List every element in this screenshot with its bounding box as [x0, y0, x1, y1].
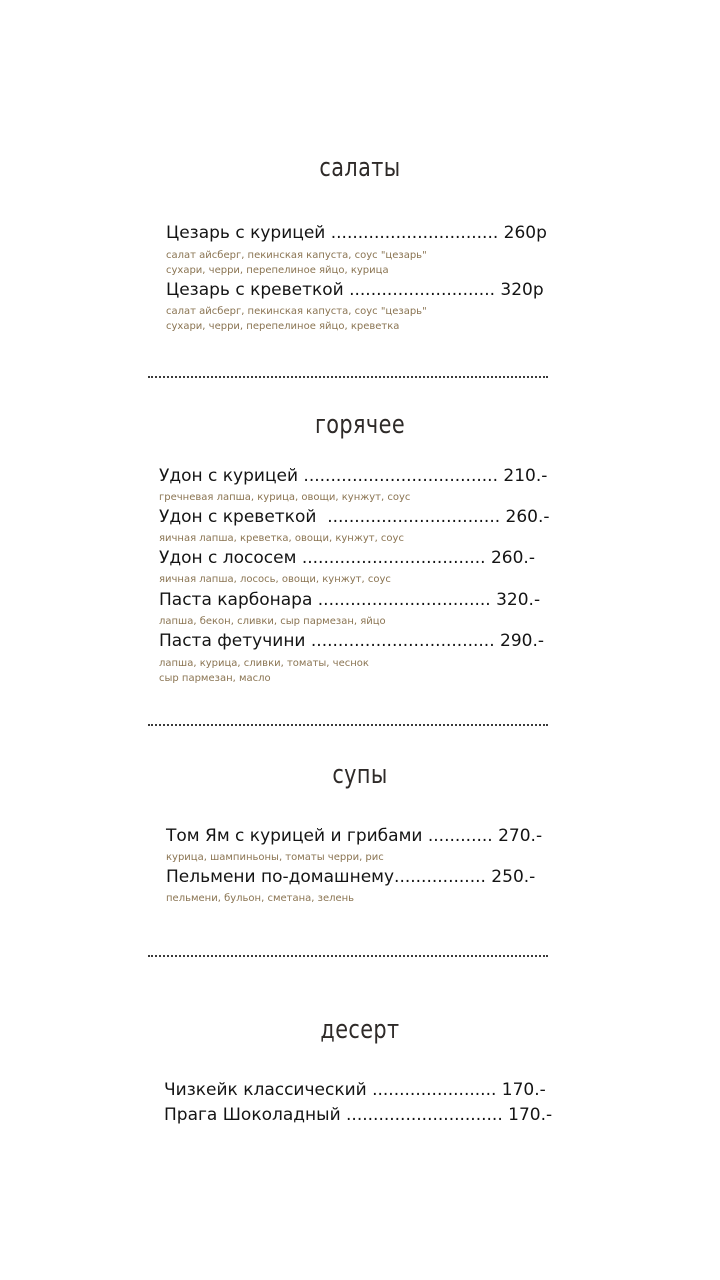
menu-item-description: курица, шампиньоны, томаты черри, рис: [166, 852, 384, 863]
menu-item-tom-yum: Том Ям с курицей и грибами ............ 270.-: [166, 826, 543, 846]
menu-item-udon-chicken: Удон с курицей .................................... 210.-: [159, 466, 548, 486]
section-title-dessert: десерт: [320, 1015, 400, 1045]
menu-item-description: яичная лапша, креветка, овощи, кунжут, соус: [159, 533, 404, 544]
menu-item-description: пельмени, бульон, сметана, зелень: [166, 893, 355, 904]
menu-item-description: яичная лапша, лосось, овощи, кунжут, соус: [159, 574, 391, 585]
menu-item-description: гречневая лапша, курица, овощи, кунжут, соус: [159, 492, 411, 503]
menu-item-description: салат айсберг, пекинская капуста, соус "цезарь": [166, 306, 427, 317]
menu-item-description: лапша, бекон, сливки, сыр пармезан, яйцо: [159, 616, 386, 627]
menu-item-description: лапша, курица, сливки, томаты, чеснок: [159, 658, 369, 669]
menu-item-udon-shrimp: Удон с креветкой ................................ 260.-: [159, 507, 550, 527]
section-title-hot: горячее: [314, 410, 406, 440]
menu-item-pelmeni: Пельмени по-домашнему................. 250.-: [166, 867, 536, 887]
menu-item-description: сухари, черри, перепелиное яйцо, курица: [166, 265, 389, 276]
menu-item-pasta-carbonara: Паста карбонара ................................ 320.-: [159, 590, 541, 610]
menu-item-cheesecake: Чизкейк классический ....................... 170.-: [164, 1080, 546, 1100]
menu-item-description: салат айсберг, пекинская капуста, соус "цезарь": [166, 250, 427, 261]
section-title-soups: супы: [332, 760, 388, 790]
menu-item-description: сыр пармезан, масло: [159, 673, 271, 684]
menu-item-caesar-chicken: Цезарь с курицей ............................... 260р: [166, 223, 547, 243]
menu-item-praga-cake: Прага Шоколадный ............................. 170.-: [164, 1105, 553, 1125]
section-divider: [148, 376, 548, 378]
menu-item-description: сухари, черри, перепелиное яйцо, креветка: [166, 321, 400, 332]
section-divider: [148, 955, 548, 957]
menu-item-caesar-shrimp: Цезарь с креветкой ........................... 320р: [166, 280, 544, 300]
section-title-salads: салаты: [319, 153, 401, 183]
section-divider: [148, 724, 548, 726]
menu-item-udon-salmon: Удон с лососем .................................. 260.-: [159, 548, 535, 568]
menu-item-pasta-fettuccine: Паста фетучини .................................. 290.-: [159, 631, 545, 651]
